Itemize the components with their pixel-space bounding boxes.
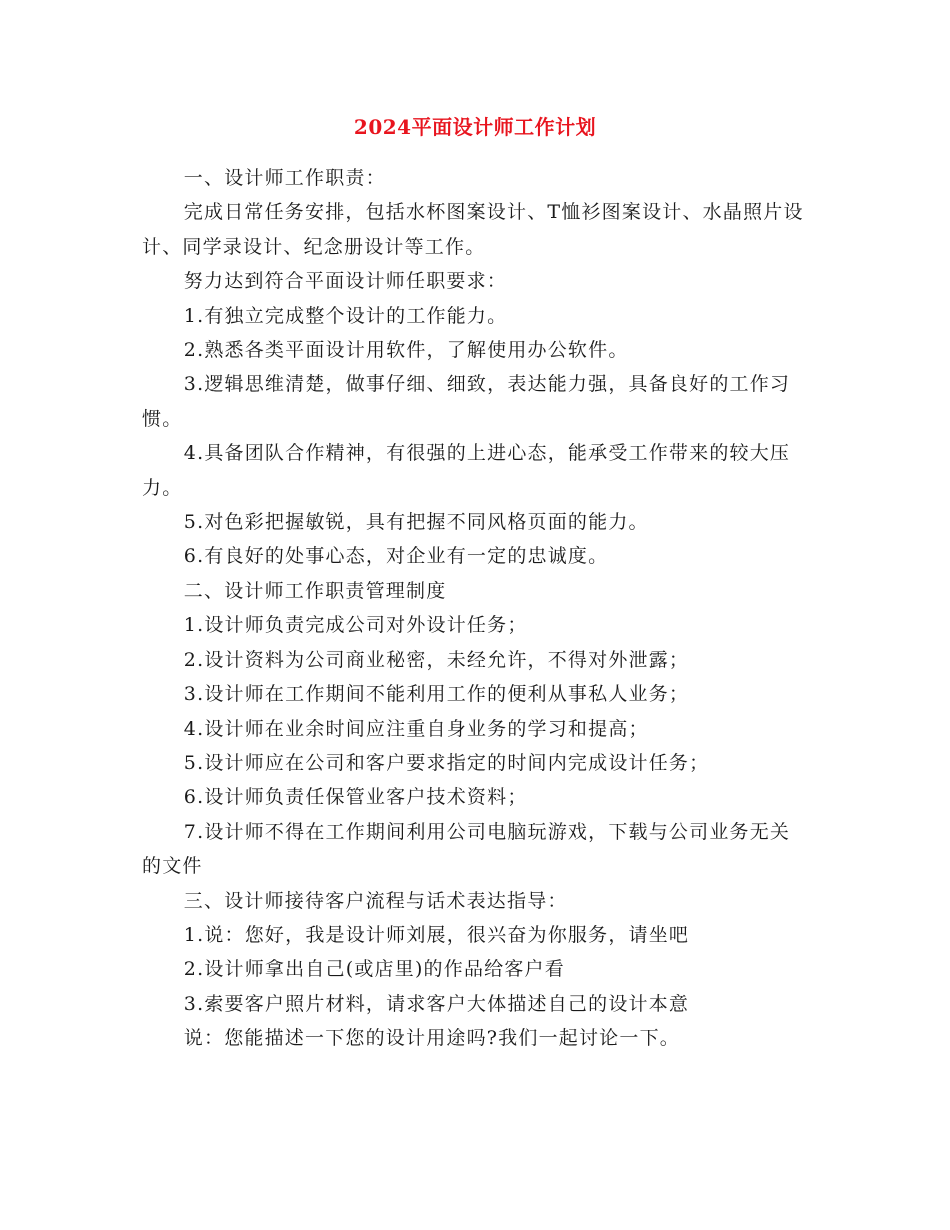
section-heading-1: 一、设计师工作职责： [183, 167, 386, 189]
list-item: 1.有独立完成整个设计的工作能力。 [183, 304, 508, 327]
list-item: 3.逻辑思维清楚，做事仔细、细致，表达能力强，具备良好的工作习惯。 [142, 373, 791, 430]
list-item: 7.设计师不得在工作期间利用公司电脑玩游戏，下载与公司业务无关的文件 [142, 820, 791, 878]
section-heading-3: 三、设计师接待客户流程与话术表达指导： [183, 889, 568, 912]
dialogue-line: 说：您能描述一下您的设计用途吗?我们一起讨论一下。 [183, 1027, 680, 1050]
document-body [142, 161, 810, 1056]
list-item: 2.熟悉各类平面设计用软件，了解使用办公软件。 [183, 339, 629, 362]
list-item: 6.有良好的处事心态，对企业有一定的忠诚度。 [183, 545, 609, 568]
list-item: 2.设计师拿出自己(或店里)的作品给客户看 [183, 958, 565, 981]
list-item: 5.设计师应在公司和客户要求指定的时间内完成设计任务； [183, 751, 710, 774]
list-item: 1.说：您好，我是设计师刘展，很兴奋为你服务，请坐吧 [183, 923, 690, 946]
section-heading-2: 二、设计师工作职责管理制度 [183, 579, 447, 602]
list-item: 5.对色彩把握敏锐，具有把握不同风格页面的能力。 [183, 511, 649, 534]
list-item: 2.设计资料为公司商业秘密，未经允许，不得对外泄露； [183, 648, 690, 671]
list-item: 4.设计师在业余时间应注重自身业务的学习和提高； [183, 717, 649, 740]
list-item: 3.索要客户照片材料，请求客户大体描述自己的设计本意 [183, 992, 690, 1015]
list-item: 6.设计师负责任保管业客户技术资料； [183, 786, 528, 809]
list-item: 1.设计师负责完成公司对外设计任务； [183, 614, 528, 637]
list-item: 4.具备团队合作精神，有很强的上进心态，能承受工作带来的较大压力。 [142, 442, 791, 499]
paragraph-duties: 完成日常任务安排，包括水杯图案设计、T恤衫图案设计、水晶照片设计、同学录设计、纪念册设计等工作。 [142, 201, 804, 258]
paragraph-requirements-intro: 努力达到符合平面设计师任职要求： [183, 270, 507, 293]
page-title: 2024平面设计师工作计划 [353, 115, 597, 139]
list-item: 3.设计师在工作期间不能利用工作的便利从事私人业务； [183, 683, 690, 706]
